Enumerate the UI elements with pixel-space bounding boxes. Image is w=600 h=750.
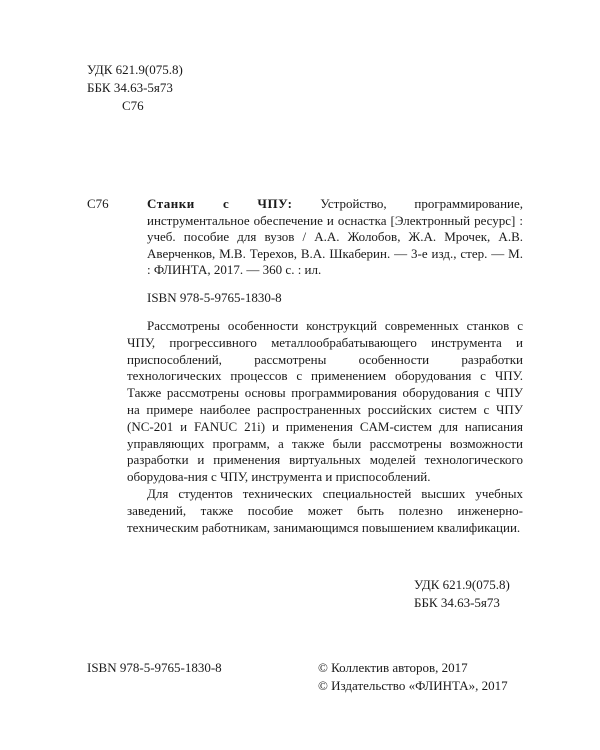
bbk-code: ББК 34.63-5я73 (87, 80, 173, 95)
isbn-footer: ISBN 978-5-9765-1830-8 (87, 660, 222, 675)
abstract (127, 318, 523, 536)
bbk-code-footer: ББК 34.63-5я73 (414, 595, 500, 610)
udk-code-footer: УДК 621.9(075.8) (414, 577, 510, 592)
udk-code: УДК 621.9(075.8) (87, 62, 183, 77)
bibliographic-description: Устройство, программирование, инструментальное обеспечение и оснастка [Электронный ресурс] : учеб. пособие для вузов / А.А. Жолобов, Ж.А. Мрочек, А.В. Аверченков, М.В. Терехов, В.А. Шкаберин. — 3-е изд., стер. — М. : ФЛИНТА, 2017. — 360 с. : ил. (147, 196, 524, 277)
isbn-entry: ISBN 978-5-9765-1830-8 (147, 290, 282, 305)
book-title: Станки с ЧПУ: (147, 196, 293, 211)
copyright-authors: © Коллектив авторов, 2017 (318, 660, 468, 675)
abstract-paragraph: Рассмотрены особенности конструкций современных станков с ЧПУ, прогрессивного металлообрабатывающего инструмента и приспособлений, рассмотрены особенности разработки технологических процессов с применением оборудования с ЧПУ. Также рассмотрены основы программирования оборудования с ЧПУ на примере наиболее распространенных российских систем с ЧПУ (NC-201 и FANUC 21i) и применения CAM-систем для написания управляющих программ, а также были рассмотрены возможности разработки и применения виртуальных моделей технологического оборудова-ния с ЧПУ, инструмента и приспособлений. (127, 318, 523, 485)
bibliographic-entry (147, 196, 523, 279)
audience-paragraph: Для студентов технических специальностей высших учебных заведений, также пособие может быть полезно инженерно-техническим работникам, занимающимся повышением квалификации. (127, 485, 523, 535)
entry-author-code: С76 (87, 196, 109, 211)
author-code: С76 (122, 98, 144, 113)
copyright-publisher: © Издательство «ФЛИНТА», 2017 (318, 678, 508, 693)
